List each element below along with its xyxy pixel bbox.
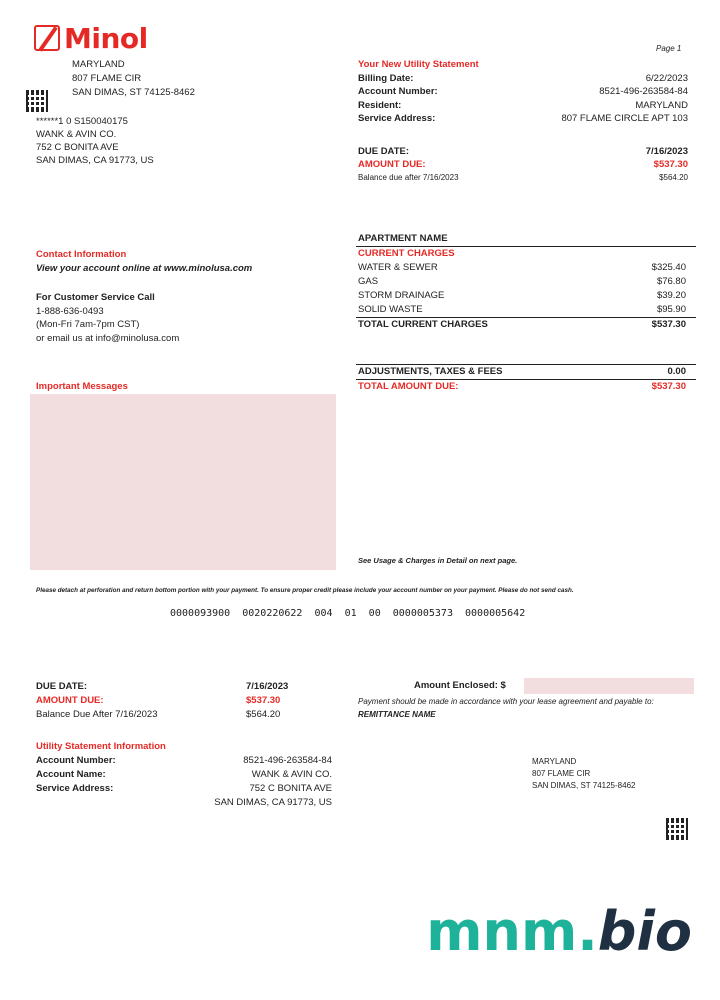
charge-row [356,303,696,317]
mailing-line: MARYLAND [532,757,577,766]
messages-title: Important Messages [36,381,128,392]
see-more-text: See Usage & Charges in Detail on next page. [358,556,518,565]
recipient-city: SAN DIMAS, CA 91773, US [36,155,154,166]
billing-date: 6/22/2023 [645,72,688,84]
total-current-label: TOTAL CURRENT CHARGES [358,319,488,330]
sender-line: 807 FLAME CIR [72,73,142,84]
perforation-note: Please detach at perforation and return bottom portion with your payment. To ensure proper credit please include your account number on your payment. Please do not send cash. [36,587,574,594]
charge-row [356,275,696,289]
messages-box [30,394,336,570]
sender-line: SAN DIMAS, ST 74125-8462 [72,87,195,98]
logo-mark-icon [34,25,60,51]
billing-date-label: Billing Date: [358,72,414,84]
watermark-part2: bio [597,900,692,963]
mailing-line: 807 FLAME CIR [532,769,591,778]
charge-row [356,289,696,303]
service-address-label: Service Address: [358,113,436,124]
amount-enclosed-label: Amount Enclosed: $ [414,680,506,691]
service-address: 807 FLAME CIRCLE APT 103 [561,113,688,124]
charge-label: GAS [358,276,379,287]
charge-value: $76.80 [656,276,686,287]
customer-service-title: For Customer Service Call [36,292,155,303]
amount-due-label: AMOUNT DUE: [358,159,426,170]
stub-due-date-label: DUE DATE: [36,681,88,692]
balance-after-label: Balance due after 7/16/2023 [358,173,459,182]
adjustments-table [356,364,696,394]
recipient-street: 752 C BONITA AVE [36,142,119,153]
utility-info-title: Utility Statement Information [36,741,166,752]
account-number-label: Account Number: [358,86,438,97]
stub-due [36,680,306,722]
resident: MARYLAND [635,99,688,111]
charge-label: STORM DRAINAGE [358,290,445,301]
mnm-bio-watermark [426,900,692,963]
amount-enclosed-field[interactable] [524,678,694,694]
logo-text: Minol [64,21,148,55]
online-account-text: View your account online at www.minolusa.com [36,262,253,274]
adjustments-value: 0.00 [667,366,686,377]
charge-label: SOLID WASTE [358,304,423,315]
total-current: $537.30 [651,319,686,330]
stub-account-name: WANK & AVIN CO. [251,769,332,780]
payment-note [358,695,678,721]
stub-service-address: 752 C BONITA AVE [249,783,332,794]
adjustments-label: ADJUSTMENTS, TAXES & FEES [358,366,503,377]
stub-account-number-label: Account Number: [36,755,116,766]
scanline: 0000093900 0020220622 004 01 00 0000005373 0000005642 [170,608,526,619]
stub-amount-due-label: AMOUNT DUE: [36,695,104,706]
charge-value: $95.90 [656,304,686,315]
charge-value: $39.20 [656,290,686,301]
statement-summary [358,58,688,126]
recipient-code: ******1 0 S150040175 [36,116,128,127]
contact-title: Contact Information [36,249,127,260]
stub-account-name-label: Account Name: [36,769,106,780]
payment-note-text: Payment should be made in accordance with your lease agreement and payable to: [358,697,654,706]
stub-balance: $564.20 [246,709,281,720]
charges-table [356,232,696,332]
stub-service-address-label: Service Address: [36,783,114,794]
phone-number: 1-888-636-0493 [36,305,104,317]
email-text: or email us at info@minolusa.com [36,332,180,344]
stub-account-number: 8521-496-263584-84 [243,755,332,766]
service-hours: (Mon-Fri 7am-7pm CST) [36,319,140,330]
stub-amount-due: $537.30 [246,695,281,706]
balance-after: $564.20 [659,173,688,182]
sender-address [72,58,195,100]
stub-service-city: SAN DIMAS, CA 91773, US [214,797,332,808]
amount-due: $537.30 [653,159,688,170]
resident-label: Resident: [358,99,402,111]
charge-value: $325.40 [651,262,686,273]
charge-row [356,261,696,275]
total-due: $537.30 [651,381,686,392]
qr-code-icon [26,90,48,112]
current-charges-title: CURRENT CHARGES [358,248,455,259]
mailing-address [532,756,635,792]
total-due-label: TOTAL AMOUNT DUE: [358,381,459,392]
contact-info [36,248,252,345]
stub-due-date: 7/16/2023 [246,681,289,692]
minol-logo [34,22,214,54]
due-date: 7/16/2023 [645,146,688,157]
mailing-line: SAN DIMAS, ST 74125-8462 [532,781,636,790]
sender-line: MARYLAND [72,59,125,70]
statement-title: Your New Utility Statement [358,59,479,70]
recipient-address [36,115,154,167]
stub-balance-label: Balance Due After 7/16/2023 [36,709,158,720]
due-summary [358,145,688,184]
page-number: Page 1 [656,44,682,53]
charge-label: WATER & SEWER [358,262,438,273]
utility-info [36,740,332,810]
apartment-name: APARTMENT NAME [358,233,448,244]
charge-items [356,261,696,317]
recipient-name: WANK & AVIN CO. [36,129,117,140]
account-number: 8521-496-263584-84 [599,86,688,97]
remittance-name: REMITTANCE NAME [358,710,436,719]
watermark-part1: mnm. [426,900,598,963]
qr-code-icon [666,818,688,840]
due-date-label: DUE DATE: [358,146,410,157]
